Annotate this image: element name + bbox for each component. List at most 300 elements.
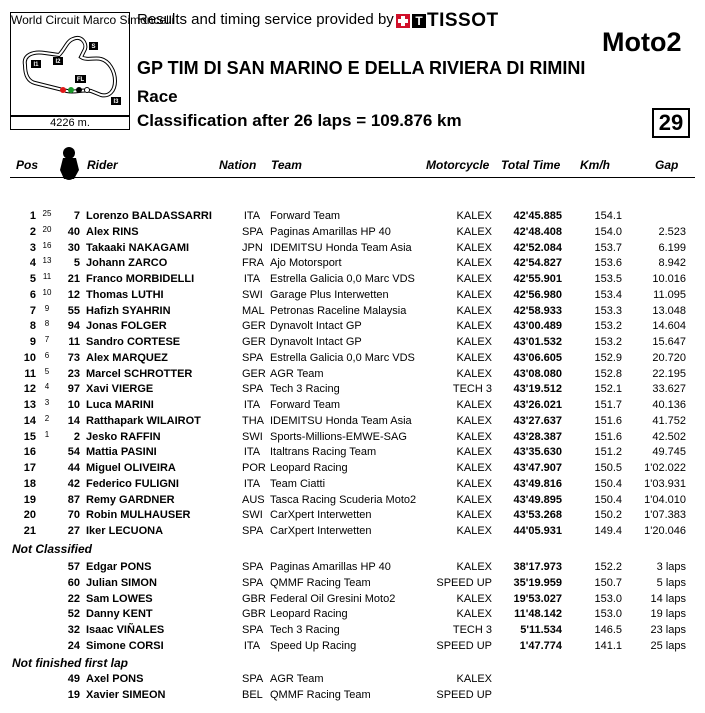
total-time: 42'45.885 (513, 210, 562, 222)
rider-name: Isaac VIÑALES (86, 624, 165, 636)
total-time: 38'17.973 (513, 561, 562, 573)
motorcycle: KALEX (456, 241, 492, 254)
position: 16 (23, 446, 36, 459)
total-time: 42'58.933 (513, 304, 562, 317)
nation-code: FRA (242, 257, 264, 270)
total-time: 43'19.512 (513, 383, 562, 396)
rider-name: Robin MULHAUSER (86, 509, 191, 522)
rider-number: 5 (73, 257, 80, 270)
gap: 11.095 (653, 288, 686, 301)
position: 20 (23, 509, 36, 522)
nation-code: SPA (242, 225, 264, 238)
motorcycle: KALEX (456, 320, 492, 333)
speed-kmh: 151.7 (594, 399, 622, 411)
motorcycle: KALEX (456, 399, 492, 411)
total-time: 43'28.387 (513, 430, 562, 443)
nation-code: SPA (242, 561, 264, 573)
not-classified-row (0, 591, 705, 607)
total-time: 43'47.907 (513, 462, 562, 474)
speed-kmh: 150.4 (594, 477, 622, 490)
rider-name: Jonas FOLGER (86, 320, 167, 333)
speed-kmh: 152.1 (594, 383, 622, 396)
result-row (0, 350, 705, 366)
rider-number: 40 (67, 225, 80, 238)
position: 6 (29, 288, 36, 301)
team-name: Ajo Motorsport (270, 257, 342, 270)
gap: 2.523 (658, 225, 686, 238)
col-header-rider: Rider (87, 158, 118, 172)
result-row (0, 381, 705, 397)
session-name: Race (137, 87, 178, 106)
nation-code: SPA (242, 624, 264, 636)
team-name: Estrella Galicia 0,0 Marc VDS (270, 351, 415, 364)
result-row (0, 240, 705, 256)
motorcycle: KALEX (456, 210, 492, 222)
total-time: 5'11.534 (520, 624, 562, 636)
rider-number: 30 (67, 241, 80, 254)
rider-name: Simone CORSI (86, 639, 164, 652)
team-name: Estrella Galicia 0,0 Marc VDS (270, 273, 415, 285)
circuit-name: World Circuit Marco Simoncelli (11, 13, 175, 27)
rider-number: 11 (68, 336, 80, 348)
not-classified-row (0, 622, 705, 638)
timing-provider-text: Results and timing service provided by (137, 11, 394, 28)
rider-name: Sam LOWES (86, 592, 153, 605)
motorcycle: KALEX (456, 367, 492, 380)
motorcycle: KALEX (456, 673, 492, 685)
nation-code: AUS (242, 493, 265, 506)
team-name: Sports-Millions-EMWE-SAG (270, 430, 407, 443)
gap: 15.647 (652, 336, 686, 348)
position: 15 (23, 430, 36, 443)
championship-points: 10 (42, 287, 52, 297)
nation-code: SPA (242, 351, 264, 364)
rider-name: Hafizh SYAHRIN (86, 304, 171, 317)
rider-name: Alex RINS (86, 225, 139, 238)
result-row (0, 507, 705, 523)
nation-code: GER (242, 336, 266, 348)
total-time: 43'06.605 (513, 351, 562, 364)
classification-title: Classification after 26 laps = 109.876 km (137, 111, 462, 130)
team-name: Leopard Racing (270, 462, 348, 474)
gap: 1'03.931 (644, 477, 686, 490)
position: 8 (29, 320, 36, 333)
result-row (0, 334, 705, 350)
speed-kmh: 154.0 (594, 225, 622, 238)
gap: 42.502 (652, 430, 686, 443)
nation-code: ITA (243, 399, 261, 411)
motorcycle: TECH 3 (452, 383, 492, 396)
not-finished-heading: Not finished first lap (12, 656, 129, 670)
motorcycle: KALEX (456, 446, 492, 459)
position: 11 (24, 367, 36, 380)
rider-name: Franco MORBIDELLI (86, 273, 195, 285)
team-name: QMMF Racing Team (270, 576, 371, 589)
team-name: Dynavolt Intact GP (270, 336, 362, 348)
championship-points: 6 (44, 350, 50, 360)
position: 12 (23, 383, 36, 396)
rider-name: Danny KENT (86, 608, 153, 621)
rider-name: Takaaki NAKAGAMI (86, 241, 190, 254)
nation-code: SPA (242, 576, 264, 589)
nation-code: SWI (242, 430, 263, 443)
team-name: Garage Plus Interwetten (270, 288, 389, 301)
rider-number: 49 (67, 673, 80, 685)
championship-points: 4 (44, 382, 50, 392)
rider-name: Axel PONS (86, 673, 144, 685)
rider-name: Jesko RAFFIN (86, 430, 161, 443)
team-name: IDEMITSU Honda Team Asia (270, 414, 412, 427)
map-label-i3: I3 (113, 99, 119, 105)
total-time: 43'53.268 (513, 509, 562, 522)
team-name: Tech 3 Racing (270, 383, 340, 396)
championship-points: 1 (44, 429, 50, 439)
speed-kmh: 150.4 (594, 493, 622, 506)
position: 19 (23, 493, 36, 506)
gap: 25 laps (650, 639, 686, 652)
rider-name: Julian SIMON (86, 576, 157, 589)
rider-name: Marcel SCHROTTER (86, 367, 193, 380)
motorcycle: KALEX (456, 336, 492, 348)
rider-number: 52 (67, 608, 80, 621)
total-time: 35'19.959 (513, 576, 562, 589)
position: 17 (23, 462, 36, 474)
gap: 6.199 (658, 241, 686, 254)
rider-number: 73 (67, 351, 80, 364)
championship-points: 25 (42, 209, 52, 218)
not-classified-heading: Not Classified (12, 542, 93, 556)
motorcycle: KALEX (456, 561, 492, 573)
total-time: 19'53.027 (513, 592, 562, 605)
motorcycle: KALEX (456, 273, 492, 285)
not-classified-row (0, 638, 705, 654)
total-time: 44'05.931 (513, 525, 562, 537)
position: 10 (23, 351, 36, 364)
gap: 49.745 (652, 446, 686, 459)
gap: 13.048 (652, 304, 686, 317)
championship-points: 20 (42, 224, 52, 234)
result-row (0, 255, 705, 271)
rider-number: 24 (67, 639, 80, 652)
track-length: 4226 m. (10, 116, 130, 130)
motorcycle: KALEX (456, 414, 492, 427)
motorcycle: KALEX (456, 525, 492, 537)
team-name: Leopard Racing (270, 608, 348, 621)
gap: 14.604 (652, 320, 686, 333)
rider-name: Miguel OLIVEIRA (86, 462, 176, 474)
rider-name: Iker LECUONA (86, 525, 164, 537)
result-row (0, 444, 705, 460)
motorcycle: SPEED UP (436, 639, 492, 652)
speed-kmh: 151.6 (594, 414, 622, 427)
motorcycle: SPEED UP (436, 688, 492, 701)
team-name: Paginas Amarillas HP 40 (270, 225, 391, 238)
map-label-i2: I2 (55, 59, 61, 65)
team-name: CarXpert Interwetten (270, 525, 372, 537)
total-time: 43'01.532 (513, 336, 562, 348)
nation-code: JPN (242, 241, 263, 254)
championship-points: 5 (44, 366, 50, 376)
speed-kmh: 150.7 (594, 576, 622, 589)
col-header-kmh: Km/h (580, 158, 610, 172)
gap: 1'04.010 (644, 493, 686, 506)
total-time: 42'48.408 (513, 225, 562, 238)
gap: 1'02.022 (644, 462, 686, 474)
result-row (0, 224, 705, 240)
rider-number: 42 (67, 477, 80, 490)
championship-points: 9 (44, 303, 50, 313)
position: 1 (29, 210, 36, 222)
team-name: Dynavolt Intact GP (270, 320, 362, 333)
tissot-logo (396, 11, 499, 31)
not-finished-row (0, 687, 705, 703)
gap: 33.627 (652, 383, 686, 396)
rider-number: 12 (67, 288, 80, 301)
nation-code: ITA (243, 477, 261, 490)
gap: 1'20.046 (644, 525, 686, 537)
speed-kmh: 152.9 (594, 351, 622, 364)
rider-number: 14 (67, 414, 80, 427)
team-name: Team Ciatti (270, 477, 326, 490)
rider-number: 70 (67, 509, 80, 522)
speed-kmh: 151.2 (594, 446, 622, 459)
header-divider (10, 177, 695, 178)
nation-code: SPA (242, 525, 264, 537)
rider-name: Edgar PONS (86, 561, 152, 573)
championship-points: 3 (44, 398, 50, 407)
gap: 19 laps (650, 608, 686, 621)
rider-number: 87 (67, 493, 80, 506)
result-row (0, 366, 705, 382)
rider-number: 94 (67, 320, 80, 333)
gap: 14 laps (650, 592, 686, 605)
rider-name: Luca MARINI (86, 399, 154, 411)
speed-kmh: 152.8 (594, 367, 622, 380)
speed-kmh: 154.1 (594, 210, 622, 222)
motorcycle: TECH 3 (452, 624, 492, 636)
motorcycle: KALEX (456, 509, 492, 522)
result-row (0, 413, 705, 429)
gap: 10.016 (652, 273, 686, 285)
result-row (0, 287, 705, 303)
gap: 41.752 (652, 414, 686, 427)
rider-number: 19 (67, 688, 80, 701)
total-time: 43'08.080 (513, 367, 562, 380)
motorcycle: KALEX (456, 257, 492, 270)
col-header-team: Team (271, 158, 302, 172)
rider-name: Xavi VIERGE (86, 383, 154, 396)
position: 9 (29, 336, 36, 348)
team-name: Speed Up Racing (270, 639, 357, 652)
nation-code: MAL (242, 304, 265, 317)
team-name: IDEMITSU Honda Team Asia (270, 241, 412, 254)
rider-number: 2 (73, 430, 80, 443)
circuit-map-icon (11, 13, 129, 115)
team-name: Petronas Raceline Malaysia (270, 304, 407, 317)
rider-number: 23 (67, 367, 80, 380)
col-header-nation: Nation (219, 158, 257, 172)
championship-points: 16 (42, 240, 52, 250)
speed-kmh: 153.0 (594, 608, 622, 621)
rider-name: Xavier SIMEON (86, 688, 166, 701)
rider-number: 32 (67, 624, 80, 636)
speed-kmh: 149.4 (594, 525, 622, 537)
motorcycle: KALEX (456, 351, 492, 364)
gap: 23 laps (650, 624, 686, 636)
rider-name: Sandro CORTESE (86, 336, 181, 348)
championship-points: 13 (42, 256, 52, 266)
team-name: Tasca Racing Scuderia Moto2 (270, 493, 417, 506)
rider-number: 27 (67, 525, 80, 537)
nation-code: ITA (243, 210, 261, 222)
motorcycle: KALEX (456, 462, 492, 474)
motorcycle: KALEX (456, 477, 492, 490)
result-row (0, 397, 705, 413)
total-time: 43'26.021 (513, 399, 562, 411)
total-time: 43'00.489 (513, 320, 562, 333)
speed-kmh: 141.1 (594, 639, 622, 652)
speed-kmh: 153.4 (594, 288, 622, 301)
not-classified-row (0, 575, 705, 591)
total-time: 43'27.637 (513, 414, 562, 427)
nation-code: GBR (242, 592, 266, 605)
team-name: Forward Team (270, 399, 341, 411)
nation-code: SPA (242, 673, 264, 685)
championship-points: 8 (44, 319, 50, 329)
rider-name: Federico FULIGNI (86, 477, 179, 490)
position: 21 (23, 525, 36, 537)
speed-kmh: 153.6 (594, 257, 622, 270)
not-finished-row (0, 671, 705, 687)
championship-points: 2 (44, 413, 50, 423)
rider-number: 22 (67, 592, 80, 605)
result-row (0, 318, 705, 334)
result-row (0, 303, 705, 319)
nation-code: ITA (243, 446, 261, 459)
position: 7 (29, 304, 36, 317)
team-name: Tech 3 Racing (270, 624, 340, 636)
swiss-cross-icon (396, 14, 410, 28)
gap: 22.195 (652, 367, 686, 380)
total-time: 42'56.980 (513, 288, 562, 301)
position: 4 (29, 257, 36, 270)
speed-kmh: 153.2 (594, 336, 622, 348)
speed-kmh: 146.5 (594, 624, 622, 636)
championship-points: 11 (42, 272, 52, 281)
motorcycle: KALEX (456, 225, 492, 238)
laps-box: 29 (652, 108, 690, 138)
nation-code: GBR (242, 608, 266, 621)
gap: 5 laps (656, 576, 686, 589)
tissot-t-mark: T (412, 14, 426, 28)
rider-name: Alex MARQUEZ (86, 351, 168, 364)
rider-number: 21 (67, 273, 80, 285)
rider-number: 44 (67, 462, 80, 474)
nation-code: SWI (242, 288, 263, 301)
nation-code: SPA (242, 383, 264, 396)
motorcycle: SPEED UP (436, 576, 492, 589)
result-row (0, 429, 705, 445)
nation-code: ITA (243, 273, 261, 285)
speed-kmh: 153.0 (594, 592, 622, 605)
nation-code: GER (242, 367, 266, 380)
rider-name: Remy GARDNER (86, 493, 175, 506)
speed-kmh: 153.3 (594, 304, 622, 317)
team-name: Forward Team (270, 210, 341, 222)
result-row (0, 492, 705, 508)
team-name: Paginas Amarillas HP 40 (270, 561, 391, 573)
speed-kmh: 153.5 (594, 273, 622, 285)
motorcycle: KALEX (456, 288, 492, 301)
position: 13 (23, 399, 36, 411)
rider-number: 54 (67, 446, 80, 459)
not-classified-row (0, 559, 705, 575)
rider-name: Mattia PASINI (86, 446, 157, 459)
position: 14 (23, 414, 36, 427)
speed-kmh: 153.7 (594, 241, 622, 254)
nation-code: BEL (242, 688, 263, 701)
tissot-wordmark: TISSOT (427, 10, 499, 31)
position: 2 (29, 225, 36, 238)
rider-number: 57 (67, 561, 80, 573)
rider-name: Lorenzo BALDASSARRI (86, 210, 212, 222)
total-time: 42'55.901 (513, 273, 562, 285)
rider-number: 10 (67, 399, 80, 411)
rider-number: 97 (67, 383, 80, 396)
map-label-s: S (91, 44, 96, 50)
total-time: 43'49.816 (513, 477, 562, 490)
team-name: AGR Team (270, 367, 324, 380)
speed-kmh: 152.2 (594, 561, 622, 573)
col-header-motorcycle: Motorcycle (426, 158, 490, 172)
gap: 8.942 (658, 257, 686, 270)
class-title: Moto2 (602, 27, 682, 57)
nation-code: ITA (243, 639, 261, 652)
rider-name: Ratthapark WILAIROT (86, 414, 201, 427)
championship-points: 7 (44, 335, 50, 344)
nation-code: GER (242, 320, 266, 333)
motorcycle: KALEX (456, 608, 492, 621)
rider-number: 60 (67, 576, 80, 589)
motorcycle: KALEX (456, 430, 492, 443)
nation-code: THA (242, 414, 264, 427)
rider-name: Thomas LUTHI (86, 288, 164, 301)
gap: 40.136 (652, 399, 686, 411)
team-name: AGR Team (270, 673, 324, 685)
motorbike-rider-icon (54, 146, 84, 180)
team-name: Italtrans Racing Team (270, 446, 377, 459)
result-row (0, 476, 705, 492)
total-time: 43'49.895 (513, 493, 562, 506)
speed-kmh: 150.2 (594, 509, 622, 522)
result-row (0, 271, 705, 287)
rider-number: 55 (67, 304, 80, 317)
gap: 20.720 (652, 351, 686, 364)
rider-name: Johann ZARCO (86, 257, 168, 270)
motorcycle: KALEX (456, 493, 492, 506)
position: 18 (23, 477, 36, 490)
team-name: CarXpert Interwetten (270, 509, 372, 522)
team-name: Federal Oil Gresini Moto2 (270, 592, 396, 605)
not-classified-row (0, 606, 705, 622)
total-time: 43'35.630 (513, 446, 562, 459)
motorcycle: KALEX (456, 304, 492, 317)
speed-kmh: 151.6 (594, 430, 622, 443)
col-header-pos: Pos (16, 158, 39, 172)
total-time: 42'52.084 (513, 241, 562, 254)
gap: 1'07.383 (644, 509, 686, 522)
gap: 3 laps (656, 561, 686, 573)
